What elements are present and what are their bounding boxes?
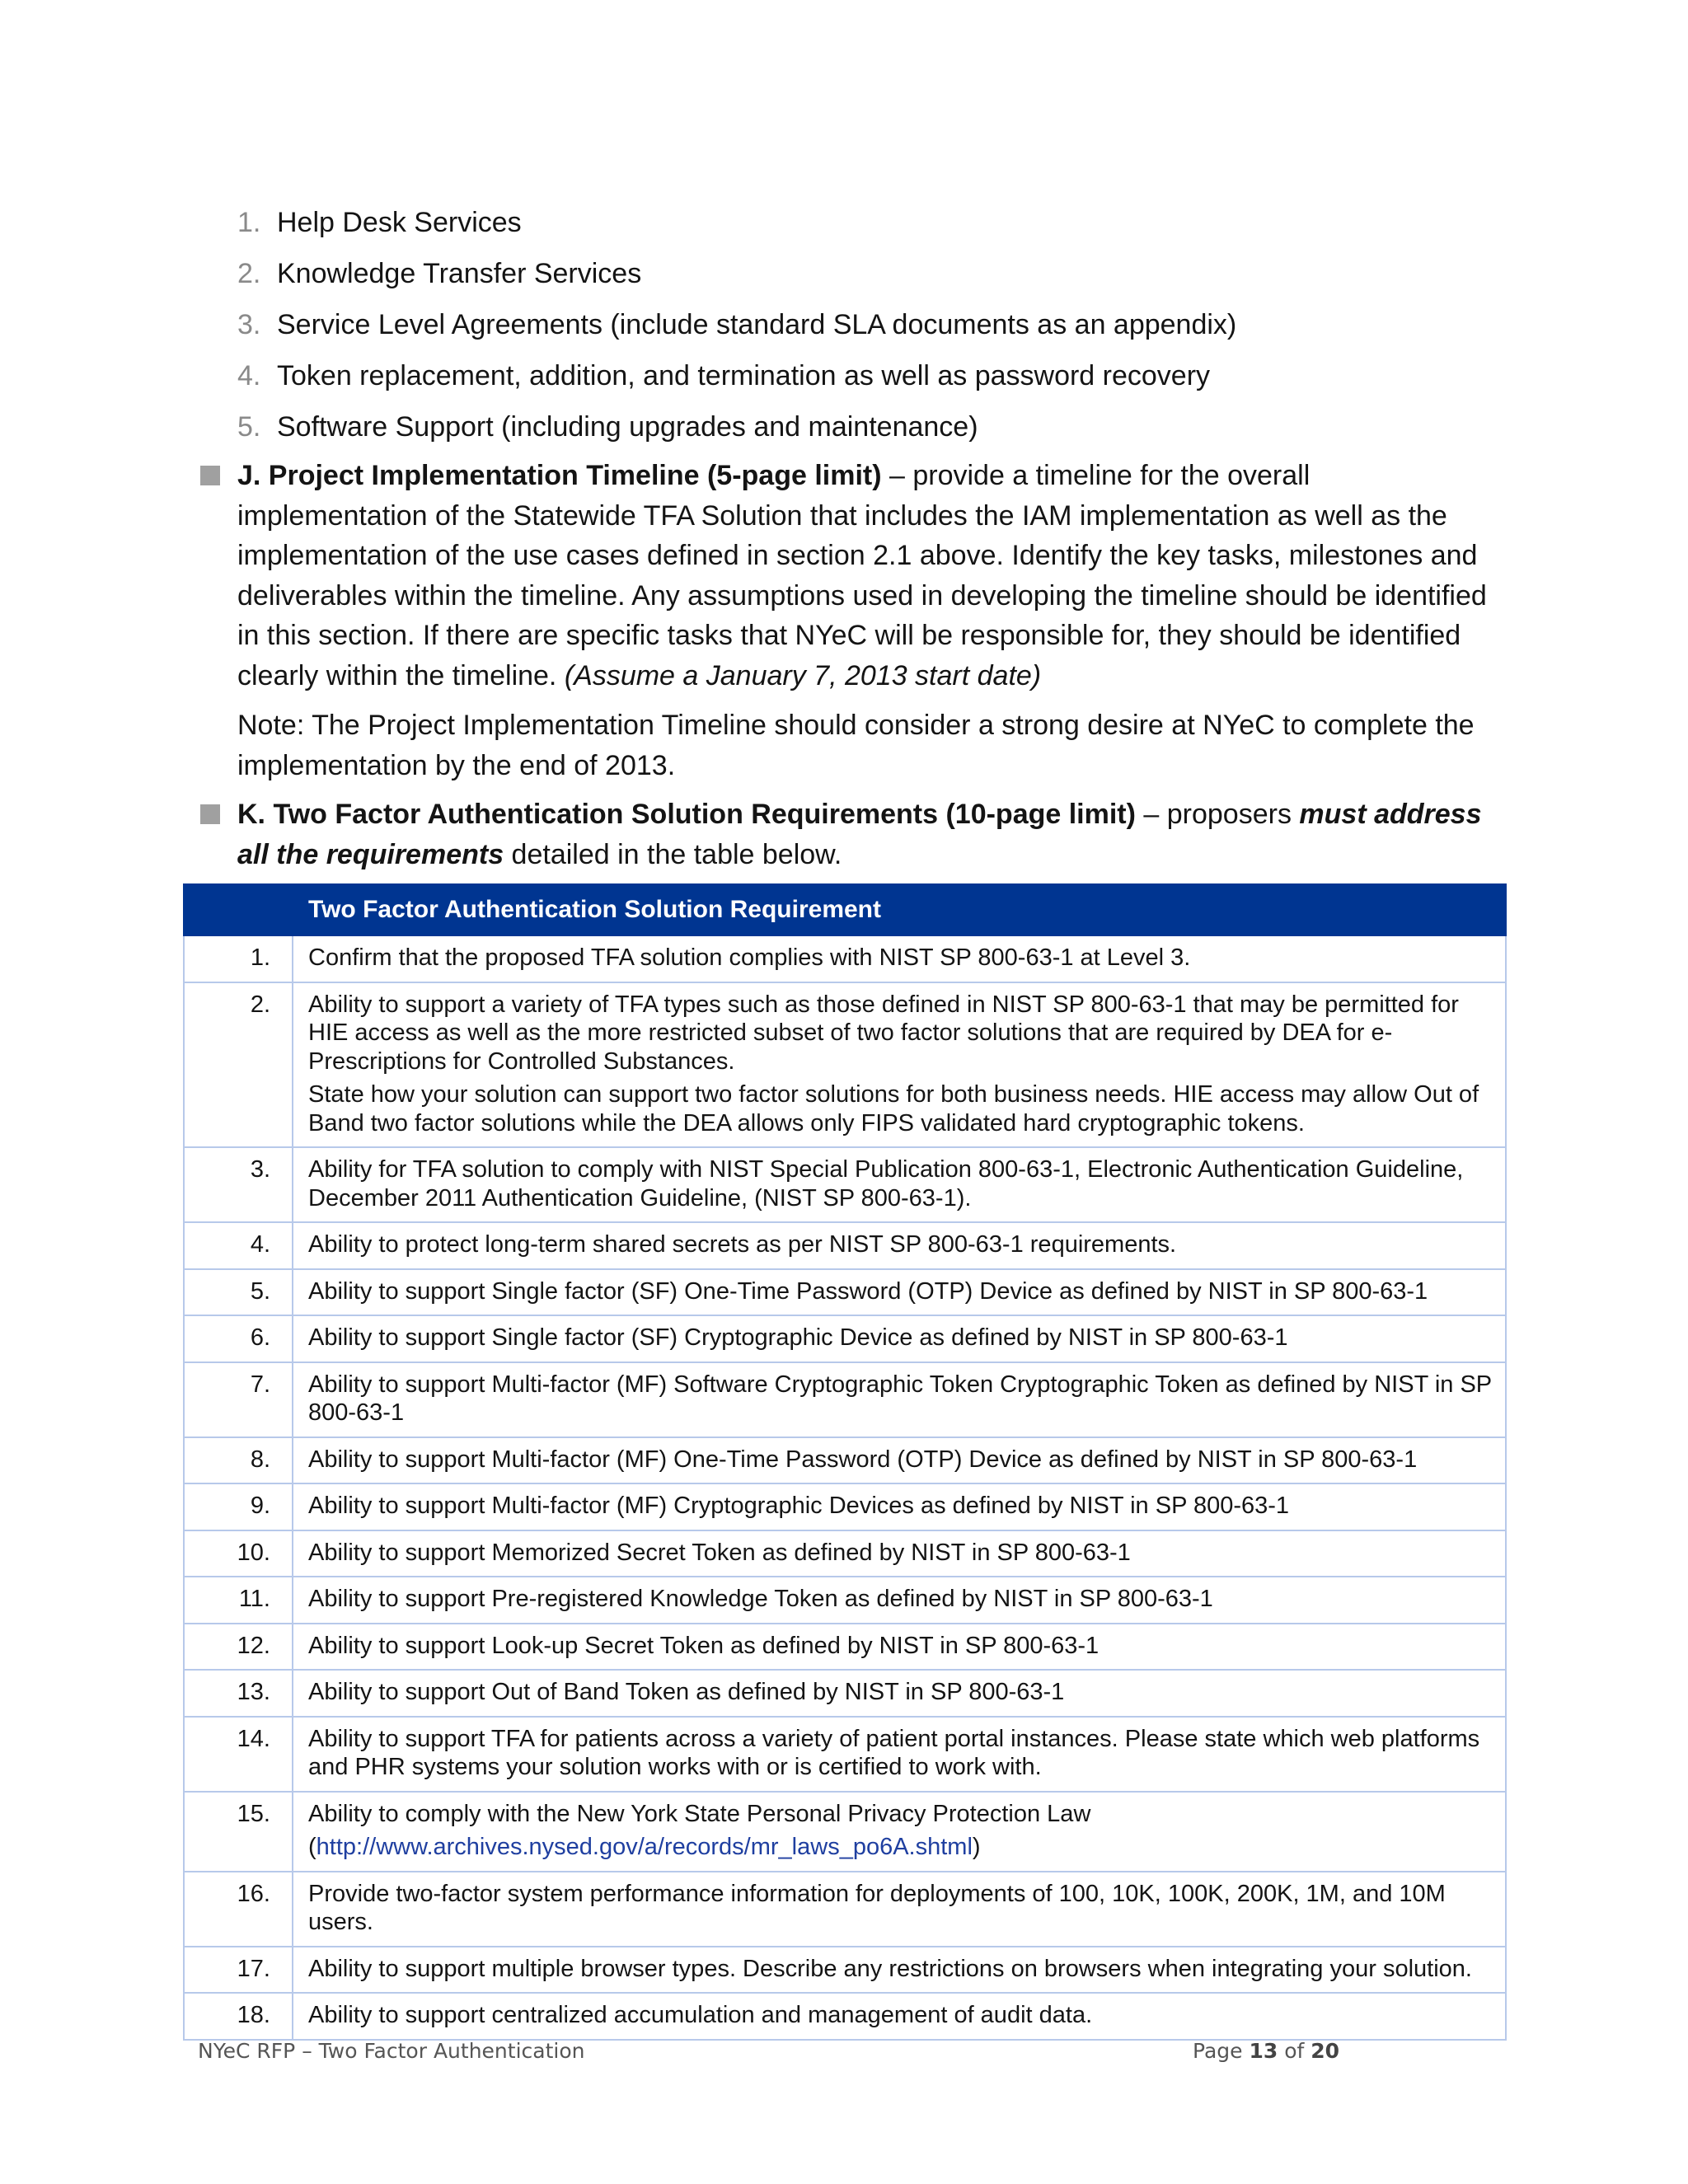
list-item (237, 407, 1236, 458)
square-bullet-icon (200, 804, 220, 824)
table-row (184, 1315, 1506, 1362)
table-row (184, 1993, 1506, 2040)
list-text: Help Desk Services (277, 207, 522, 238)
row-number: 10. (184, 1530, 293, 1577)
row-cell (293, 1792, 1506, 1872)
table-row (184, 1147, 1506, 1222)
row-text: Ability to support Look-up Secret Token as defined by NIST in SP 800-63-1 (293, 1624, 1506, 1671)
table-row (184, 1437, 1506, 1484)
table-row (184, 1483, 1506, 1530)
link-paren-close: ) (972, 1834, 981, 1860)
table-row (184, 1624, 1506, 1671)
table-row (184, 1577, 1506, 1624)
table-row (184, 1872, 1506, 1947)
page-label: Page (1193, 2039, 1250, 2063)
row-text: Ability to comply with the New York State Personal Privacy Protection Law (308, 1800, 1091, 1827)
requirements-table (183, 883, 1507, 2041)
section-k-heading: K. Two Factor Authentication Solution Requirements (10-page limit) (237, 799, 1136, 830)
row-text: Ability to protect long-term shared secrets as per NIST SP 800-63-1 requirements. (293, 1222, 1506, 1269)
table-row (184, 982, 1506, 1148)
row-text: Ability to support Multi-factor (MF) One-Time Password (OTP) Device as defined by NIST in SP 800-63-1 (293, 1437, 1506, 1484)
row-number: 13. (184, 1670, 293, 1717)
table-header-row (184, 884, 1506, 935)
row-number: 18. (184, 1993, 293, 2040)
list-text: Service Level Agreements (include standard SLA documents as an appendix) (277, 309, 1237, 340)
list-text: Software Support (including upgrades and maintenance) (277, 411, 978, 443)
total-pages: 20 (1311, 2039, 1340, 2063)
section-j-body: – provide a timeline for the overall implementation of the Statewide TFA Solution that includes the IAM implementation as well as the implementation of the use cases defined in section 2.1 above. Identify the key tasks, milestones and deliverables within the timeline. Any assumptions used in developing the timeline should be identified in this section. If there are specific tasks that NYeC will be responsible for, they should be identified clearly within the timeline. (237, 460, 1487, 691)
section-j-assumption: (Assume a January 7, 2013 start date) (564, 659, 1042, 691)
table-row (184, 1717, 1506, 1792)
row-text: Ability to support a variety of TFA types such as those defined in NIST SP 800-63-1 that may be permitted for HIE access as well as the more restricted subset of two factor solutions that are required by DEA for e-Prescriptions for Controlled Substances. (308, 991, 1459, 1075)
row-number: 11. (184, 1577, 293, 1624)
section-j-paragraph (237, 456, 1503, 696)
list-item (237, 305, 1236, 356)
table-row (184, 1947, 1506, 1994)
section-j-heading: J. Project Implementation Timeline (5-page limit) (237, 460, 882, 491)
row-text: Ability to support TFA for patients across a variety of patient portal instances. Please state which web platforms and PHR systems your solution works with or is certified to work with. (293, 1717, 1506, 1792)
numbered-list (237, 203, 1236, 458)
section-k-body-end: detailed in the table below. (504, 838, 842, 870)
section-k-body: – proposers (1135, 799, 1300, 830)
square-bullet-icon (200, 466, 220, 485)
row-text: Ability to support multiple browser types. Describe any restrictions on browsers when integrating your solution. (293, 1947, 1506, 1994)
list-number: 5. (237, 411, 261, 443)
row-text-secondary: State how your solution can support two factor solutions for both business needs. HIE access may allow Out of Band two factor solutions while the DEA allows only FIPS validated hard cryptographic tokens. (308, 1081, 1479, 1137)
row-number: 5. (184, 1269, 293, 1316)
list-number: 2. (237, 258, 261, 289)
row-number: 12. (184, 1624, 293, 1671)
row-number: 2. (184, 982, 293, 1148)
section-k-emphasis: must address all the requirements (237, 799, 1482, 870)
list-number: 3. (237, 309, 261, 340)
section-k-paragraph (237, 794, 1503, 874)
row-link-line (308, 1833, 1493, 1862)
link-paren-open: ( (308, 1834, 316, 1860)
list-item (237, 254, 1236, 305)
table-row (184, 1222, 1506, 1269)
table-row (184, 1792, 1506, 1872)
footer-title: NYeC RFP – Two Factor Authentication (198, 2039, 585, 2063)
row-number: 3. (184, 1147, 293, 1222)
list-text: Token replacement, addition, and termination as well as password recovery (277, 360, 1211, 391)
row-number: 8. (184, 1437, 293, 1484)
row-number: 14. (184, 1717, 293, 1792)
table-row (184, 1530, 1506, 1577)
row-text: Ability for TFA solution to comply with NIST Special Publication 800-63-1, Electronic Authentication Guideline, December 2011 Authentication Guideline, (NIST SP 800-63-1). (293, 1147, 1506, 1222)
row-number: 4. (184, 1222, 293, 1269)
row-number: 15. (184, 1792, 293, 1872)
table-row (184, 1269, 1506, 1316)
row-text: Ability to support Single factor (SF) One-Time Password (OTP) Device as defined by NIST in SP 800-63-1 (293, 1269, 1506, 1316)
row-number: 17. (184, 1947, 293, 1994)
row-text: Ability to support Memorized Secret Token as defined by NIST in SP 800-63-1 (293, 1530, 1506, 1577)
row-text: Confirm that the proposed TFA solution complies with NIST SP 800-63-1 at Level 3. (293, 935, 1506, 982)
row-number: 6. (184, 1315, 293, 1362)
row-number: 1. (184, 935, 293, 982)
header-number-cell (184, 884, 293, 935)
row-number: 9. (184, 1483, 293, 1530)
row-text: Ability to support Multi-factor (MF) Cryptographic Devices as defined by NIST in SP 800-63-1 (293, 1483, 1506, 1530)
list-number: 1. (237, 207, 261, 238)
row-text: Ability to support Out of Band Token as defined by NIST in SP 800-63-1 (293, 1670, 1506, 1717)
section-j-note: Note: The Project Implementation Timeline should consider a strong desire at NYeC to complete the implementation by the end of 2013. (237, 710, 1475, 781)
row-text: Provide two-factor system performance information for deployments of 100, 10K, 100K, 200K, 1M, and 10M users. (293, 1872, 1506, 1947)
list-item (237, 356, 1236, 407)
list-number: 4. (237, 360, 261, 391)
current-page: 13 (1249, 2039, 1278, 2063)
row-text: Ability to support centralized accumulation and management of audit data. (293, 1993, 1506, 2040)
row-text: Ability to support Pre-registered Knowledge Token as defined by NIST in SP 800-63-1 (293, 1577, 1506, 1624)
of-label: of (1278, 2039, 1311, 2063)
list-item (237, 203, 1236, 254)
row-text: Ability to support Single factor (SF) Cryptographic Device as defined by NIST in SP 800-63-1 (293, 1315, 1506, 1362)
header-requirement-cell: Two Factor Authentication Solution Requirement (293, 884, 1506, 935)
row-text: Ability to support Multi-factor (MF) Software Cryptographic Token Cryptographic Token as defined by NIST in SP 800-63-1 (293, 1362, 1506, 1437)
privacy-law-link[interactable]: http://www.archives.nysed.gov/a/records/mr_laws_po6A.shtml (316, 1834, 973, 1860)
row-number: 16. (184, 1872, 293, 1947)
table-row (184, 1362, 1506, 1437)
table-row (184, 1670, 1506, 1717)
footer-page-number (1193, 2039, 1339, 2063)
row-number: 7. (184, 1362, 293, 1437)
list-text: Knowledge Transfer Services (277, 258, 642, 289)
table-row (184, 935, 1506, 982)
row-cell (293, 982, 1506, 1148)
